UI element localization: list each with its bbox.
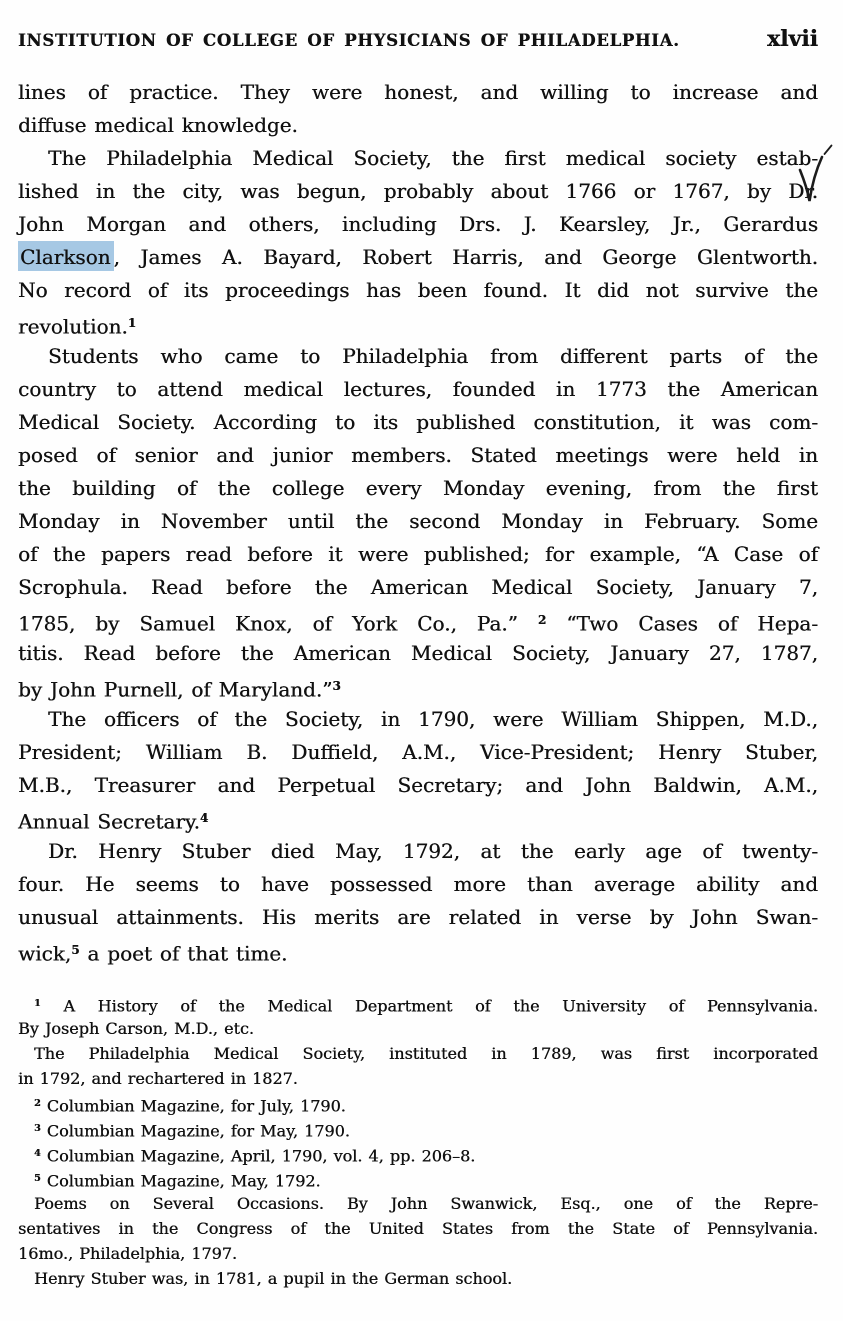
footnote-line <box>18 1141 818 1166</box>
footnote-1 <box>18 991 818 1041</box>
footnote-line <box>18 1116 818 1141</box>
text-segment: A History of the Medical Department of the University of Pennsylvania. <box>40 996 818 1016</box>
running-title: INSTITUTION OF COLLEGE OF PHYSICIANS OF PHILADELPHIA. <box>18 31 680 50</box>
text-segment: “Two Cases of Hepa- <box>546 611 818 636</box>
text-line: John Morgan and others, including Drs. J. Kearsley, Jr., Gerardus <box>18 212 818 236</box>
paragraph-3 <box>18 340 818 703</box>
text-line <box>18 307 818 340</box>
footnote-line: The Philadelphia Medical Society, instituted in 1789, was first incorporated <box>34 1044 818 1063</box>
footnote-ref-1: 1 <box>127 316 137 330</box>
footnote-1-continuation <box>18 1041 818 1091</box>
text-segment: revolution. <box>18 314 128 339</box>
footnote-stuber-note <box>18 1266 818 1291</box>
text-line: four. He seems to have possessed more than average ability and <box>18 872 818 896</box>
text-line: titis. Read before the American Medical Society, January 27, 1787, <box>18 641 818 665</box>
footnote-line: By Joseph Carson, M.D., etc. <box>18 1019 254 1038</box>
text-line <box>18 670 818 703</box>
footnote-line: Henry Stuber was, in 1781, a pupil in the German school. <box>34 1269 513 1288</box>
text-line: The Philadelphia Medical Society, the first medical society estab- <box>48 146 818 170</box>
text-line: unusual attainments. His merits are related in verse by John Swan- <box>18 905 818 929</box>
footnote-ref-2: 2 <box>537 613 547 627</box>
text-segment: a poet of that time. <box>79 941 288 966</box>
footnote-ref-4: 4 <box>199 811 209 825</box>
paragraph-1 <box>18 76 818 142</box>
text-line: President; William B. Duffield, A.M., Vice-President; Henry Stuber, <box>18 740 818 764</box>
footnote-line: 16mo., Philadelphia, 1797. <box>18 1244 237 1263</box>
footnote-3 <box>18 1116 818 1141</box>
text-line: M.B., Treasurer and Perpetual Secretary; and John Baldwin, A.M., <box>18 773 818 797</box>
text-line: of the papers read before it were published; for example, “A Case of <box>18 542 818 566</box>
text-line: Monday in November until the second Monday in February. Some <box>18 509 818 533</box>
text-line: lished in the city, was begun, probably about 1766 or 1767, by Dr. <box>18 179 818 203</box>
text-line: Medical Society. According to its published constitution, it was com- <box>18 410 818 434</box>
footnote-ref-3: 3 <box>332 679 341 693</box>
text-line: Students who came to Philadelphia from different parts of the <box>48 344 818 368</box>
text-line: Scrophula. Read before the American Medical Society, January 7, <box>18 575 818 599</box>
text-segment: Columbian Magazine, for May, 1790. <box>40 1121 350 1141</box>
footnote-marker-2: 2 <box>34 1098 41 1109</box>
footnote-ref-5: 5 <box>71 943 80 957</box>
text-segment: , James A. Bayard, Robert Harris, and George Glentworth. <box>113 245 818 269</box>
text-line: Dr. Henry Stuber died May, 1792, at the early age of twenty- <box>48 839 818 863</box>
footnote-5 <box>18 1166 818 1191</box>
text-line: the building of the college every Monday evening, from the first <box>18 476 818 500</box>
text-line <box>18 934 818 967</box>
text-segment: Columbian Magazine, April, 1790, vol. 4, pp. 206–8. <box>40 1146 476 1166</box>
text-segment: 1785, by Samuel Knox, of York Co., Pa.” <box>18 611 538 636</box>
text-line: The officers of the Society, in 1790, were William Shippen, M.D., <box>48 707 818 731</box>
text-segment: by John Purnell, of Maryland.” <box>18 677 333 702</box>
footnote-line <box>18 991 818 1016</box>
paragraph-5 <box>18 835 818 967</box>
text-line: diffuse medical knowledge. <box>18 113 298 137</box>
page-body <box>18 76 818 967</box>
text-line: No record of its proceedings has been found. It did not survive the <box>18 278 818 302</box>
footnotes-block <box>18 991 818 1291</box>
paragraph-2 <box>18 142 818 340</box>
clarkson-highlight: Clarkson <box>18 241 114 271</box>
footnote-line <box>18 1091 818 1116</box>
footnote-marker-1: 1 <box>34 998 41 1009</box>
text-line: country to attend medical lectures, founded in 1773 the American <box>18 377 818 401</box>
footnote-marker-5: 5 <box>34 1173 41 1184</box>
footnote-line: Poems on Several Occasions. By John Swanwick, Esq., one of the Repre- <box>34 1194 818 1213</box>
text-line <box>18 241 818 274</box>
text-segment: Columbian Magazine, May, 1792. <box>40 1171 321 1191</box>
check-mark-icon <box>794 144 838 216</box>
paragraph-4 <box>18 703 818 835</box>
footnote-line <box>18 1166 818 1191</box>
text-line: lines of practice. They were honest, and willing to increase and <box>18 80 818 104</box>
text-line: posed of senior and junior members. Stated meetings were held in <box>18 443 818 467</box>
page-number: xlvii <box>767 26 818 52</box>
text-segment: Annual Secretary. <box>18 809 200 834</box>
page-header <box>18 26 818 52</box>
text-segment: Columbian Magazine, for July, 1790. <box>40 1096 346 1116</box>
text-line <box>18 802 818 835</box>
text-segment: wick, <box>18 941 72 966</box>
text-line <box>18 604 818 637</box>
footnote-marker-3: 3 <box>34 1123 41 1134</box>
footnote-line: sentatives in the Congress of the United States from the State of Pennsylvania. <box>18 1219 818 1238</box>
footnote-marker-4: 4 <box>34 1148 41 1159</box>
footnote-4 <box>18 1141 818 1166</box>
footnote-5-continuation <box>18 1191 818 1266</box>
footnote-2 <box>18 1091 818 1116</box>
footnote-line: in 1792, and rechartered in 1827. <box>18 1069 298 1088</box>
